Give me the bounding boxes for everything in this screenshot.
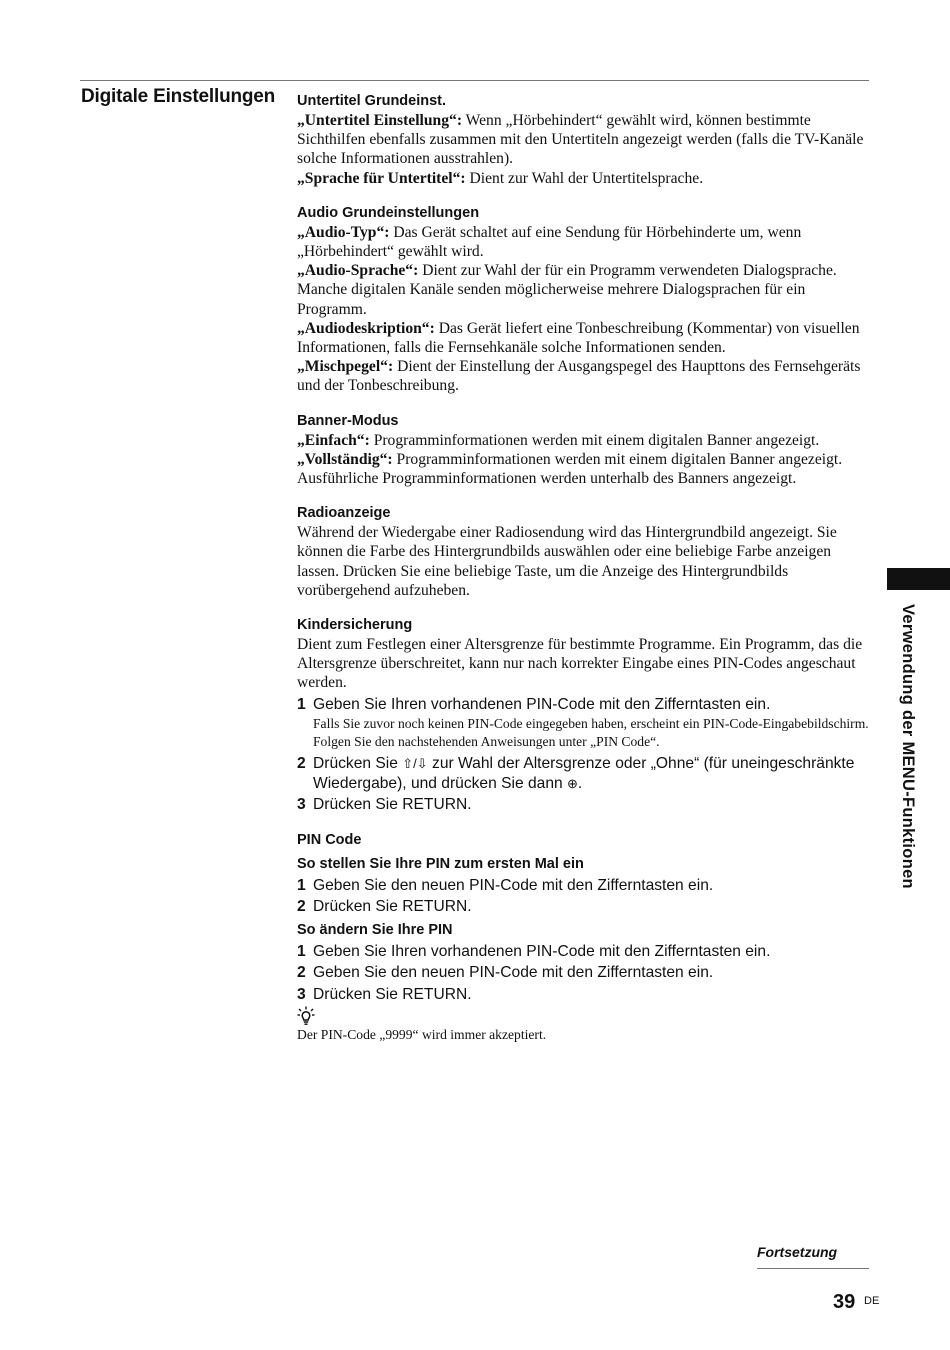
step-number: 3 bbox=[297, 985, 306, 1003]
subtitle-setting-item bbox=[297, 111, 872, 169]
step-number: 1 bbox=[297, 695, 306, 713]
step bbox=[297, 942, 872, 962]
step bbox=[297, 963, 872, 983]
step-text: Geben Sie den neuen PIN-Code mit den Zifferntasten ein. bbox=[313, 964, 714, 982]
up-down-arrow-icon: ⇧/⇩ bbox=[402, 756, 428, 772]
bottom-rule bbox=[757, 1268, 869, 1269]
section-title: Digitale Einstellungen bbox=[81, 86, 276, 107]
item-label: „Einfach“: bbox=[297, 431, 370, 449]
audio-description-item bbox=[297, 319, 872, 357]
step-text bbox=[313, 754, 872, 793]
banner-mode-heading: Banner-Modus bbox=[297, 412, 399, 429]
page-number: 39 bbox=[833, 1291, 856, 1313]
subtitle-settings-heading: Untertitel Grundeinst. bbox=[297, 93, 447, 109]
item-label: „Untertitel Einstellung“: bbox=[297, 112, 463, 129]
top-rule bbox=[80, 80, 869, 81]
item-text: Programminformationen werden mit einem digitalen Banner angezeigt. bbox=[373, 431, 820, 449]
step-number: 2 bbox=[297, 898, 306, 916]
banner-mode-section bbox=[297, 411, 872, 489]
side-tab-label: Verwendung der MENU-Funktionen bbox=[899, 604, 917, 889]
audio-settings-heading: Audio Grundeinstellungen bbox=[297, 204, 480, 221]
step-text: Drücken Sie RETURN. bbox=[313, 898, 472, 916]
item-text: Das Gerät liefert eine Tonbeschreibung (Kommentar) von visuellen Informationen, falls die Fernsehkanäle solche Informationen senden. bbox=[297, 319, 860, 357]
page-language-code: DE bbox=[864, 1295, 880, 1307]
item-label: „Sprache für Untertitel“: bbox=[297, 169, 466, 187]
step-text-part: zur Wahl der Altersgrenze oder „Ohne“ (für uneingeschränkte Wiedergabe), und drücken Sie dann bbox=[313, 755, 855, 792]
mix-level-item bbox=[297, 357, 872, 395]
step-number: 2 bbox=[297, 755, 306, 773]
item-label: „Mischpegel“: bbox=[297, 358, 394, 376]
item-text: Das Gerät schaltet auf eine Sendung für Hörbehinderte um, wenn „Hörbehindert“ gewählt wird. bbox=[297, 223, 802, 261]
enter-button-icon: ⊕ bbox=[567, 775, 578, 791]
parental-lock-text: Dient zum Festlegen einer Altersgrenze für bestimmte Programme. Ein Programm, das die Altersgrenze überschreitet, kann nur nach korrekter Eingabe eines PIN-Codes angeschaut werden. bbox=[297, 636, 863, 692]
step-number: 1 bbox=[297, 942, 306, 960]
step-text: Drücken Sie RETURN. bbox=[313, 796, 472, 814]
item-text: Programminformationen werden mit einem digitalen Banner angezeigt. Ausführliche Programminformationen werden unterhalb des Banners angezeigt. bbox=[297, 450, 843, 488]
step-number: 2 bbox=[297, 964, 306, 982]
side-tab-marker bbox=[887, 568, 950, 590]
lightbulb-icon bbox=[297, 1006, 315, 1026]
item-text: Wenn „Hörbehindert“ gewählt wird, können bestimmte Sichthilfen ebenfalls zusammen mit den Untertiteln angezeigt werden (falls die TV-Kanäle solche Informationen ausstrahlen). bbox=[297, 112, 864, 168]
item-text: Dient zur Wahl der für ein Programm verwendeten Dialogsprache. Manche digitalen Kanäle senden möglicherweise mehrere Dialogsprachen für ein Programm. bbox=[297, 262, 837, 318]
radio-display-heading: Radioanzeige bbox=[297, 505, 391, 522]
step bbox=[297, 795, 872, 815]
continued-label: Fortsetzung bbox=[757, 1244, 838, 1260]
step-text: Drücken Sie RETURN. bbox=[313, 985, 472, 1003]
step bbox=[297, 897, 872, 917]
pin-change-heading: So ändern Sie Ihre PIN bbox=[297, 921, 453, 938]
item-label: „Audiodeskription“: bbox=[297, 319, 435, 337]
step-text: Geben Sie den neuen PIN-Code mit den Zifferntasten ein. bbox=[313, 876, 714, 894]
parental-lock-section bbox=[297, 615, 872, 815]
audio-language-item bbox=[297, 261, 872, 319]
main-content bbox=[297, 91, 872, 1059]
subtitle-settings-section bbox=[297, 91, 872, 188]
banner-simple-item bbox=[297, 431, 872, 450]
step-number: 3 bbox=[297, 796, 306, 814]
step-text: Geben Sie Ihren vorhandenen PIN-Code mit den Zifferntasten ein. bbox=[313, 942, 771, 960]
step bbox=[297, 695, 872, 715]
audio-settings-section bbox=[297, 203, 872, 396]
radio-display-section bbox=[297, 503, 872, 600]
item-label: „Audio-Sprache“: bbox=[297, 262, 419, 280]
pin-code-section bbox=[297, 830, 872, 1045]
step-text-part: Drücken Sie bbox=[313, 755, 398, 773]
item-label: „Audio-Typ“: bbox=[297, 223, 390, 241]
item-text: Dient zur Wahl der Untertitelsprache. bbox=[469, 169, 704, 187]
step-text: Geben Sie Ihren vorhandenen PIN-Code mit den Zifferntasten ein. bbox=[313, 695, 771, 713]
radio-display-text: Während der Wiedergabe einer Radiosendung wird das Hintergrundbild angezeigt. Sie können die Farbe des Hintergrundbilds auswählen oder eine beliebige Farbe anzeigen lassen. Drücken Sie eine beliebige Taste, um die Anzeige des Hintergrundbilds vorübergehend aufzuheben. bbox=[297, 524, 837, 599]
step bbox=[297, 754, 872, 793]
item-text: Dient der Einstellung der Ausgangspegel des Haupttons des Fernsehgeräts und der Tonbeschreibung. bbox=[297, 358, 861, 395]
audio-type-item bbox=[297, 223, 872, 261]
step-number: 1 bbox=[297, 876, 306, 894]
subtitle-language-item bbox=[297, 169, 872, 188]
step bbox=[297, 985, 872, 1005]
tip-text: Der PIN-Code „9999“ wird immer akzeptiert. bbox=[297, 1027, 547, 1043]
parental-lock-heading: Kindersicherung bbox=[297, 617, 413, 634]
step-text-part: . bbox=[577, 774, 583, 792]
pin-first-time-heading: So stellen Sie Ihre PIN zum ersten Mal ein bbox=[297, 855, 584, 872]
item-label: „Vollständig“: bbox=[297, 450, 393, 468]
step bbox=[297, 876, 872, 896]
pin-code-heading: PIN Code bbox=[297, 831, 362, 848]
banner-full-item bbox=[297, 450, 872, 488]
step-note: Falls Sie zuvor noch keinen PIN-Code eingegeben haben, erscheint ein PIN-Code-Eingabebildschirm. Folgen Sie den nachstehenden Anweisungen unter „PIN Code“. bbox=[313, 716, 869, 750]
